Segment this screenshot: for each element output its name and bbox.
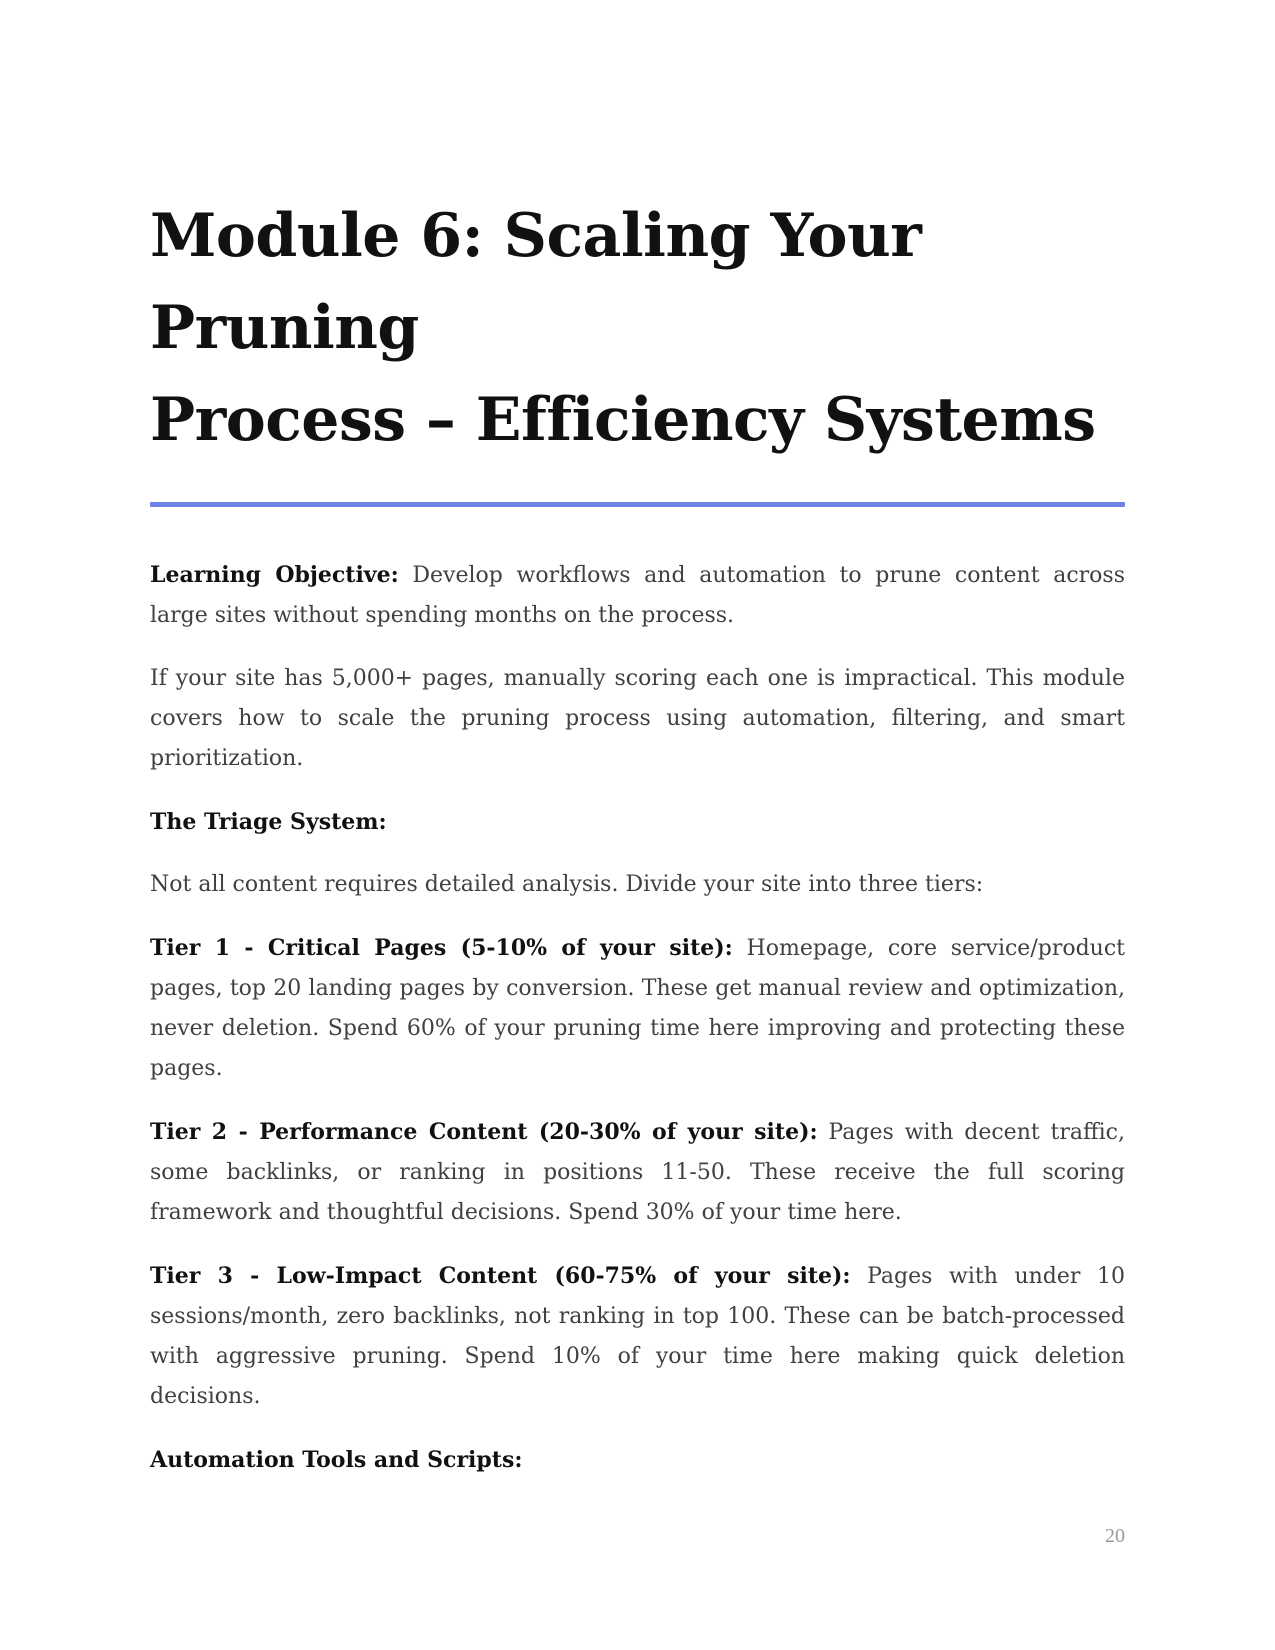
tier-1-label: Tier 1 - Critical Pages (5-10% of your site): (150, 935, 733, 961)
tier-1-text: Homepage, core service/product pages, top 20 landing pages by conversion. These get manual review and optimization, never deletion. Spend 60% of your pruning time here improving and protecting these pages. (150, 936, 1125, 1081)
tier-2-label: Tier 2 - Performance Content (20-30% of your site): (150, 1119, 818, 1145)
automation-heading: Automation Tools and Scripts: (150, 1447, 523, 1473)
document-page (150, 190, 1125, 1480)
page-title (150, 190, 1125, 466)
tier-2-paragraph (150, 1112, 1125, 1233)
title-line-2: Process – Efficiency Systems (150, 385, 1096, 455)
tier-2-text: Pages with decent traffic, some backlinks, or ranking in positions 11-50. These receive the full scoring framework and thoughtful decisions. Spend 30% of your time here. (150, 1120, 1125, 1225)
tier-3-paragraph (150, 1256, 1125, 1417)
tier-1-paragraph (150, 928, 1125, 1089)
learning-objective (150, 555, 1125, 636)
objective-label: Learning Objective: (150, 562, 399, 588)
intro-paragraph: If your site has 5,000+ pages, manually scoring each one is impractical. This module covers how to scale the pruning process using automation, filtering, and smart prioritization. (150, 666, 1125, 771)
tier-3-label: Tier 3 - Low-Impact Content (60-75% of your site): (150, 1263, 851, 1289)
triage-intro: Not all content requires detailed analysis. Divide your site into three tiers: (150, 872, 984, 897)
tier-3-text: Pages with under 10 sessions/month, zero backlinks, not ranking in top 100. These can be batch-processed with aggressive pruning. Spend 10% of your time here making quick deletion decisions. (150, 1264, 1125, 1409)
objective-text: Develop workflows and automation to prune content across large sites without spending months on the process. (150, 563, 1125, 628)
page-number: 20 (1105, 1525, 1125, 1547)
title-line-1: Module 6: Scaling Your Pruning (150, 201, 922, 363)
title-divider (150, 502, 1125, 507)
triage-heading: The Triage System: (150, 809, 387, 835)
